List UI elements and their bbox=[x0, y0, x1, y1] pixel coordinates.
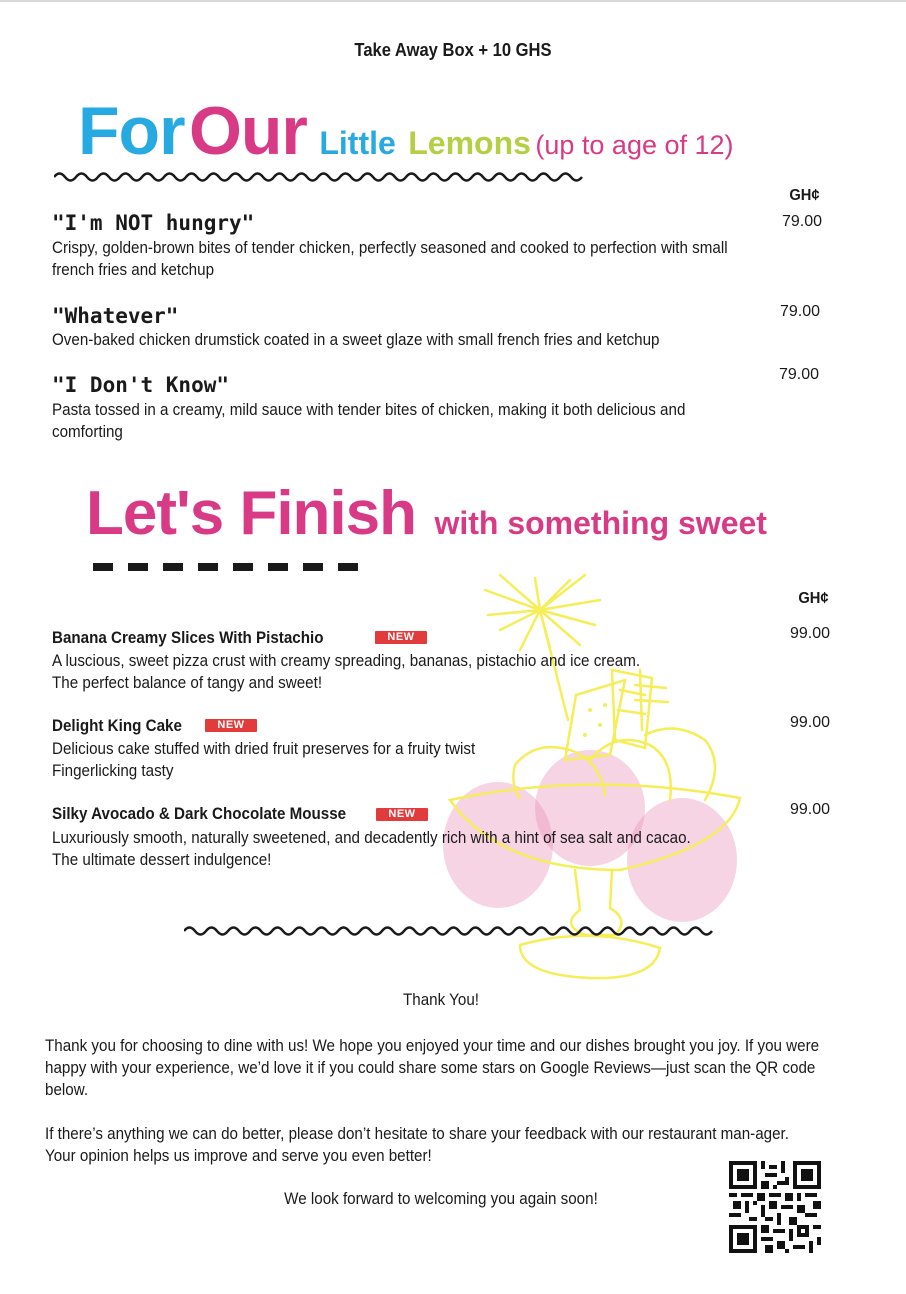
desserts-title-main: Let's Finish bbox=[86, 479, 416, 548]
dash-divider bbox=[338, 563, 358, 571]
kids-item-2-price: 79.00 bbox=[779, 303, 821, 320]
dessert-item-2-line2: Fingerlicking tasty bbox=[52, 762, 174, 780]
new-badge: NEW bbox=[205, 719, 257, 732]
dash-divider bbox=[303, 563, 323, 571]
new-badge: NEW bbox=[375, 631, 427, 644]
title-word-for: For bbox=[78, 93, 185, 169]
kids-currency-header: GH¢ bbox=[789, 187, 820, 204]
title-word-little: Little bbox=[319, 125, 396, 161]
dash-divider bbox=[198, 563, 218, 571]
dessert-item-2-name: Delight King Cake bbox=[52, 717, 182, 735]
new-badge: NEW bbox=[376, 808, 428, 821]
dessert-item-1-line2: The perfect balance of tangy and sweet! bbox=[52, 674, 323, 692]
kids-item-3-price: 79.00 bbox=[778, 366, 820, 383]
dessert-item-3-price: 99.00 bbox=[789, 801, 831, 818]
title-age-note: (up to age of 12) bbox=[535, 130, 734, 160]
dessert-item-1-price: 99.00 bbox=[789, 625, 831, 642]
desserts-title-sub: with something sweet bbox=[434, 505, 767, 541]
top-border bbox=[0, 0, 906, 2]
kids-item-3-desc: Pasta tossed in a creamy, mild sauce with tender bites of chicken, making it both delicious and comforting bbox=[52, 401, 686, 441]
dessert-item-1-line1: A luscious, sweet pizza crust with creamy spreading, bananas, pistachio and ice cream. bbox=[52, 652, 641, 670]
kids-item-3-name: "I Don't Know" bbox=[52, 373, 230, 397]
dash-divider bbox=[93, 563, 113, 571]
qr-code[interactable] bbox=[729, 1161, 821, 1253]
dessert-item-3-line1: Luxuriously smooth, naturally sweetened, and decadently rich with a hint of sea salt and cacao. bbox=[52, 829, 691, 847]
closing-line: We look forward to welcoming you again soon! bbox=[284, 1190, 598, 1208]
dash-divider bbox=[163, 563, 183, 571]
thank-you-paragraph: Thank you for choosing to dine with us! We hope you enjoyed your time and our dishes brought you joy. If you were happy with your experience, we’d love it if you could share some stars on Google Reviews—just scan the QR code below. bbox=[45, 1037, 820, 1099]
dessert-item-1-name: Banana Creamy Slices With Pistachio bbox=[52, 629, 324, 647]
desserts-section-title bbox=[86, 478, 767, 549]
wavy-divider-kids bbox=[54, 170, 584, 184]
kids-item-2-desc: Oven-baked chicken drumstick coated in a sweet glaze with small french fries and ketchup bbox=[52, 331, 660, 349]
kids-item-1-price: 79.00 bbox=[781, 213, 823, 230]
feedback-paragraph: If there’s anything we can do better, please don’t hesitate to share your feedback with our restaurant man-ager. Your opinion helps us improve and serve you even better! bbox=[45, 1125, 789, 1165]
dessert-item-2-line1: Delicious cake stuffed with dried fruit preserves for a fruity twist bbox=[52, 740, 476, 758]
kids-item-1-desc: Crispy, golden-brown bites of tender chicken, perfectly seasoned and cooked to perfection with small french fries and ketchup bbox=[52, 239, 728, 279]
desserts-currency-header: GH¢ bbox=[798, 590, 829, 607]
takeaway-note: Take Away Box + 10 GHS bbox=[354, 40, 552, 60]
thank-you-heading: Thank You! bbox=[403, 991, 479, 1009]
title-word-lemons: Lemons bbox=[408, 125, 531, 161]
dessert-item-3-name: Silky Avocado & Dark Chocolate Mousse bbox=[52, 805, 347, 823]
kids-item-1-name: "I'm NOT hungry" bbox=[52, 211, 255, 235]
title-word-our: Our bbox=[189, 93, 307, 169]
dessert-item-3-line2: The ultimate dessert indulgence! bbox=[52, 851, 272, 869]
dash-divider bbox=[128, 563, 148, 571]
dash-divider bbox=[233, 563, 253, 571]
wavy-divider-desserts bbox=[184, 924, 714, 938]
dash-divider bbox=[268, 563, 288, 571]
dessert-item-2-price: 99.00 bbox=[789, 714, 831, 731]
kids-section-title bbox=[78, 92, 734, 170]
kids-item-2-name: "Whatever" bbox=[52, 304, 179, 328]
